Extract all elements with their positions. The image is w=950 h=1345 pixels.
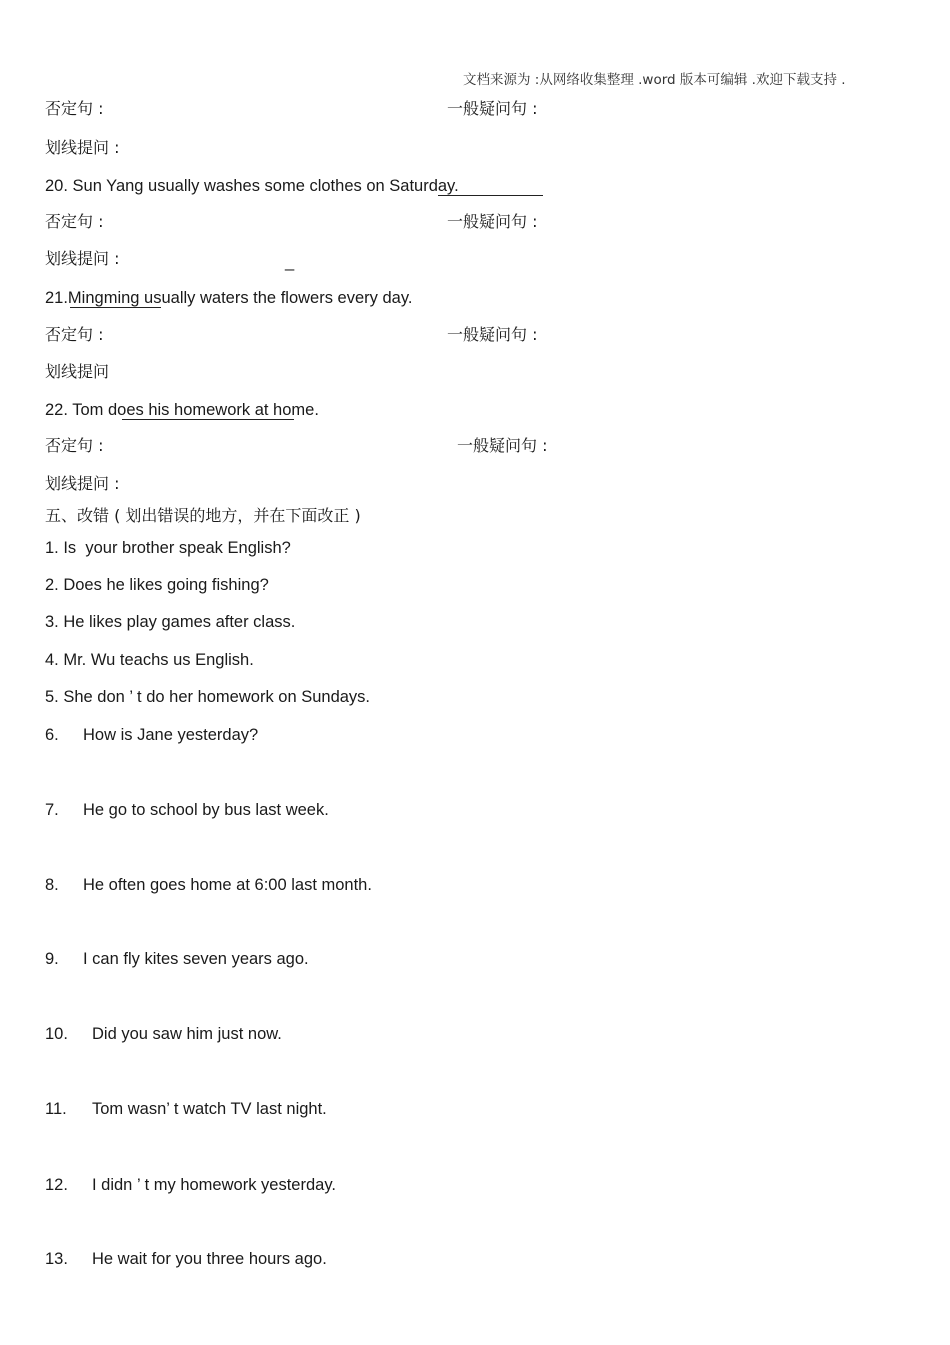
correction-item-7-number: 7. — [45, 801, 59, 819]
negative-label: 否定句 : — [45, 212, 104, 231]
underline-question-text: 划线提问 : — [45, 249, 120, 268]
answer-underline — [438, 195, 543, 196]
correction-item-3: 3. He likes play games after class. — [45, 613, 296, 631]
question-21: 21.Mingming usually waters the flowers every day. — [45, 289, 413, 307]
source-note: 文档来源为 :从网络收集整理 .word 版本可编辑 .欢迎下载支持 . — [463, 72, 846, 88]
general-question-label: 一般疑问句 : — [447, 325, 538, 344]
question-20: 20. Sun Yang usually washes some clothes on Saturday. — [45, 177, 459, 195]
correction-item-6-number: 6. — [45, 726, 59, 744]
correction-item-10-number: 10. — [45, 1025, 68, 1043]
correction-item-4: 4. Mr. Wu teachs us English. — [45, 651, 254, 669]
correction-item-12: I didn ’ t my homework yesterday. — [92, 1176, 336, 1194]
correction-item-5: 5. She don ’ t do her homework on Sundays. — [45, 688, 371, 706]
general-question-label: 一般疑问句 : — [447, 99, 538, 118]
answer-underline — [122, 419, 294, 420]
underline-question-label: 划线提问 : — [45, 138, 120, 157]
general-question-label: 一般疑问句 : — [457, 436, 548, 455]
correction-item-8-number: 8. — [45, 876, 59, 894]
correction-item-11-number: 11. — [45, 1100, 67, 1118]
correction-item-7: He go to school by bus last week. — [83, 801, 329, 819]
correction-item-10: Did you saw him just now. — [92, 1025, 282, 1043]
correction-item-6: How is Jane yesterday? — [83, 726, 259, 744]
correction-item-11: Tom wasn’ t watch TV last night. — [92, 1100, 327, 1118]
correction-item-8: He often goes home at 6:00 last month. — [83, 876, 372, 894]
negative-label: 否定句 : — [45, 325, 104, 344]
correction-item-13-number: 13. — [45, 1250, 68, 1268]
negative-label: 否定句 : — [45, 436, 104, 455]
underline-question-label — [45, 249, 119, 269]
correction-item-9: I can fly kites seven years ago. — [83, 950, 309, 968]
correction-item-9-number: 9. — [45, 950, 59, 968]
correction-item-1: 1. Is your brother speak English? — [45, 539, 291, 557]
correction-item-12-number: 12. — [45, 1176, 68, 1194]
section-5-title: 五、改错 ( 划出错误的地方，并在下面改正 ) — [45, 506, 361, 525]
underline-question-label: 划线提问 : — [45, 474, 120, 493]
blank-mark: _ — [285, 253, 295, 271]
answer-underline — [70, 307, 161, 308]
general-question-label: 一般疑问句 : — [447, 212, 538, 231]
correction-item-2: 2. Does he likes going fishing? — [45, 576, 269, 594]
correction-item-13: He wait for you three hours ago. — [92, 1250, 327, 1268]
underline-question-label: 划线提问 — [45, 362, 110, 381]
question-22: 22. Tom does his homework at home. — [45, 401, 319, 419]
negative-label: 否定句 : — [45, 99, 104, 118]
